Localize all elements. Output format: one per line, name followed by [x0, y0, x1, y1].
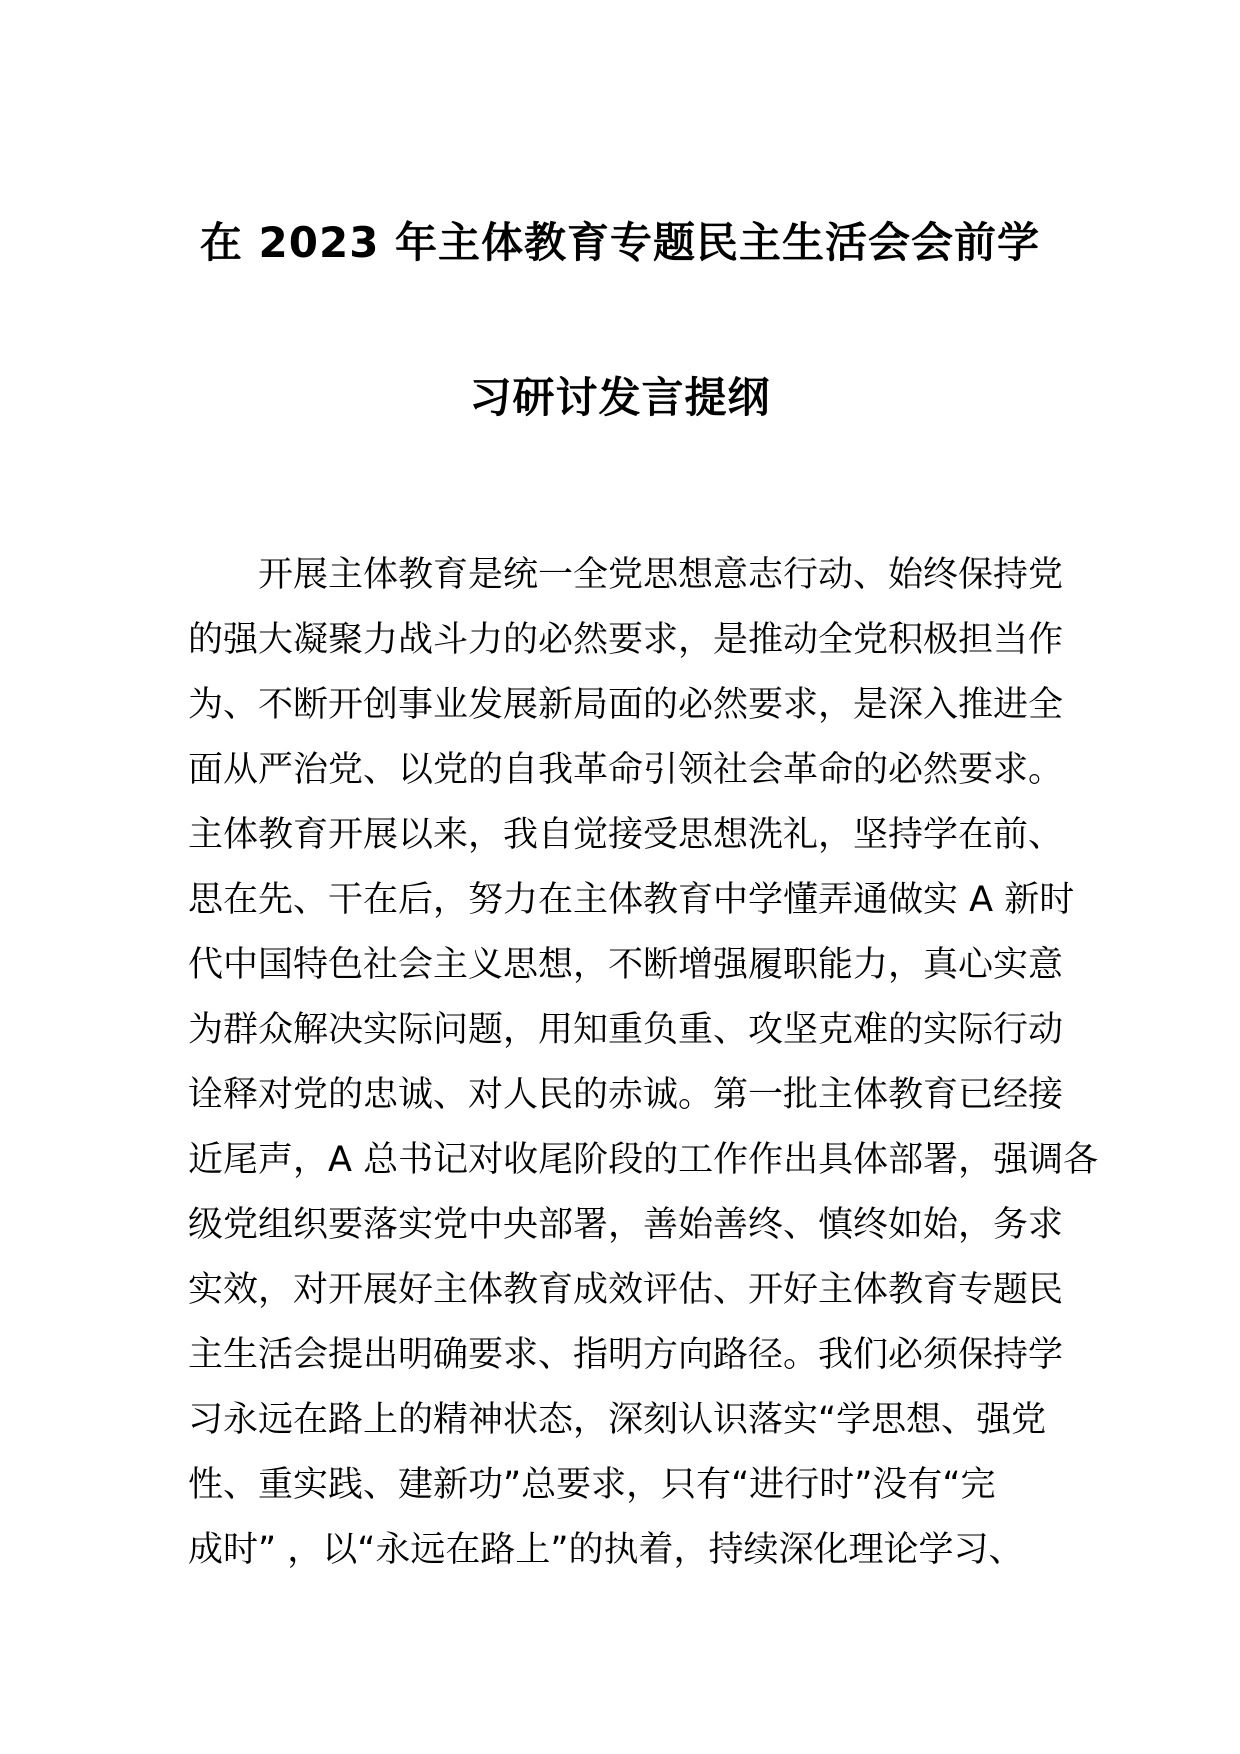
body-line: 开展主体教育是统一全党思想意志行动、始终保持党 [258, 555, 1064, 595]
body-line: 为、不断开创事业发展新局面的必然要求，是深入推进全 [188, 685, 1064, 725]
body-line: 实效，对开展好主体教育成效评估、开好主体教育专题民 [188, 1270, 1064, 1310]
document-title-line-2: 习研讨发言提纲 [469, 373, 771, 422]
body-line: 级党组织要落实党中央部署，善始善终、慎终如始，务求 [188, 1205, 1064, 1245]
body-line: 近尾声，A 总书记对收尾阶段的工作作出具体部署，强调各 [188, 1140, 1099, 1180]
body-paragraph [188, 543, 1099, 1583]
body-line: 代中国特色社会主义思想，不断增强履职能力，真心实意 [188, 945, 1064, 985]
body-line: 面从严治党、以党的自我革命引领社会革命的必然要求。 [188, 750, 1064, 790]
body-line: 诠释对党的忠诚、对人民的赤诚。第一批主体教育已经接 [188, 1075, 1064, 1115]
body-line: 性、重实践、建新功”总要求，只有“进行时”没有“完 [188, 1465, 996, 1505]
body-line: 成时” ，以“永远在路上”的执着，持续深化理论学习、 [188, 1530, 1024, 1570]
body-line: 主体教育开展以来，我自觉接受思想洗礼，坚持学在前、 [188, 815, 1064, 855]
body-line: 主生活会提出明确要求、指明方向路径。我们必须保持学 [188, 1335, 1064, 1375]
body-line: 思在先、干在后，努力在主体教育中学懂弄通做实 A 新时 [188, 880, 1075, 920]
document-title-line-1: 在 2023 年主体教育专题民主生活会会前学 [199, 218, 1041, 267]
body-line: 的强大凝聚力战斗力的必然要求，是推动全党积极担当作 [188, 620, 1064, 660]
body-line: 习永远在路上的精神状态，深刻认识落实“学思想、强党 [188, 1400, 1047, 1440]
body-line: 为群众解决实际问题，用知重负重、攻坚克难的实际行动 [188, 1010, 1064, 1050]
